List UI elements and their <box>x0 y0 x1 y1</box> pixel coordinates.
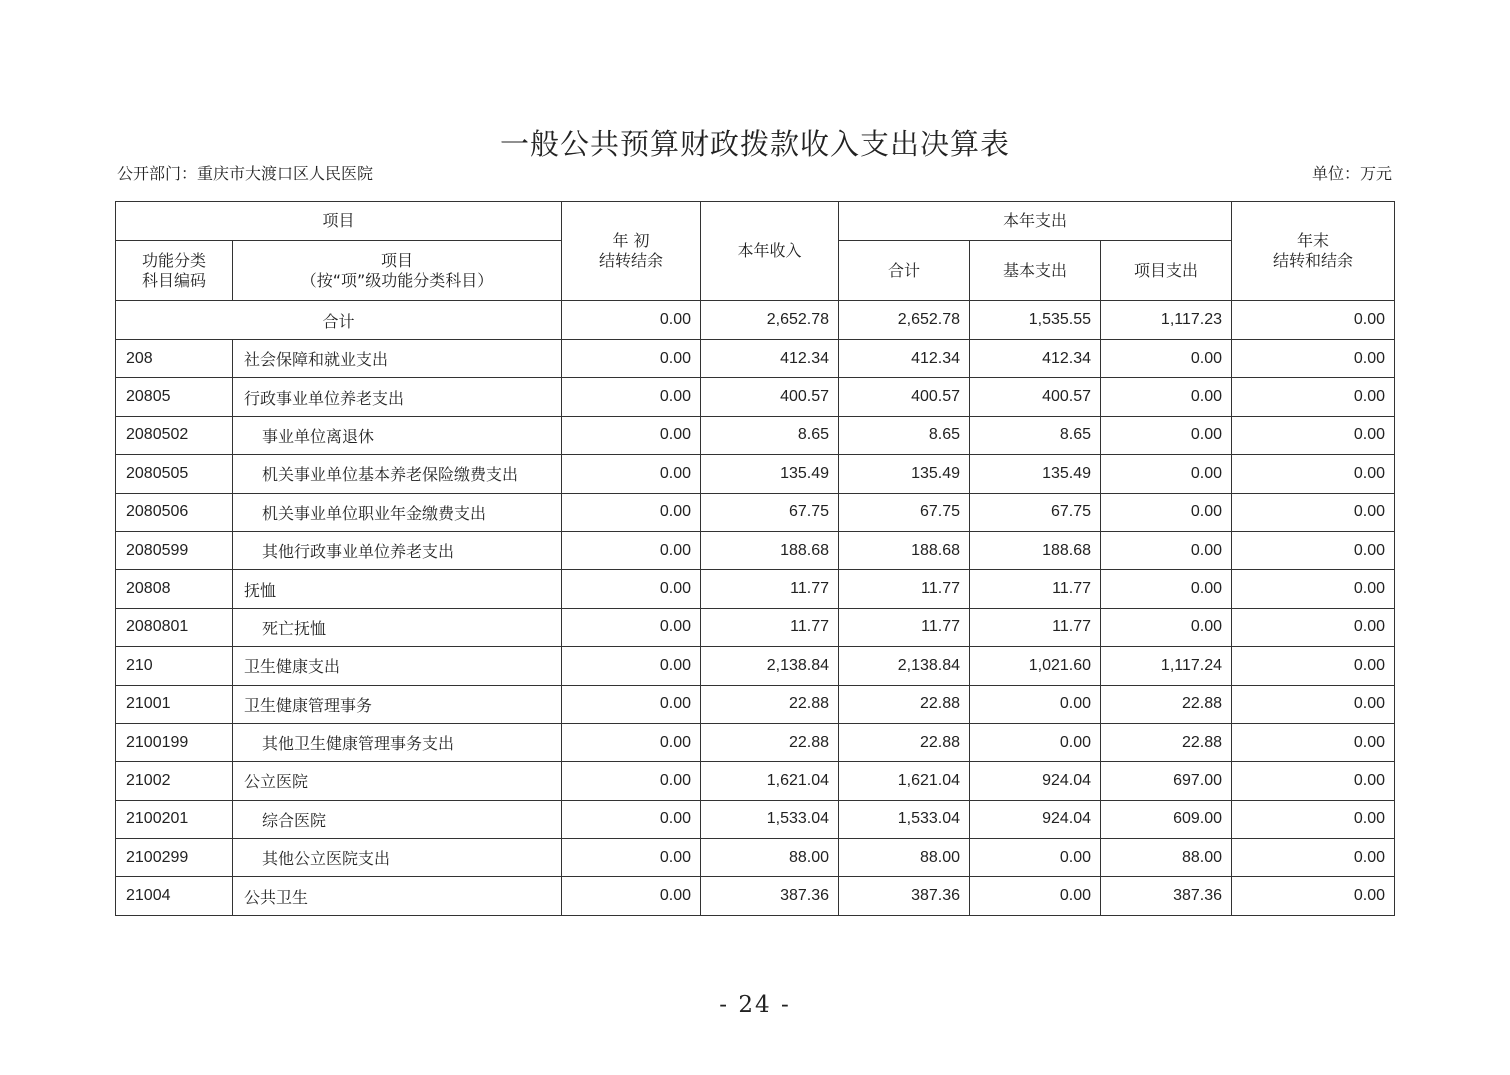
row-code: 210 <box>116 647 233 685</box>
row-name: 卫生健康管理事务 <box>233 685 562 723</box>
header-closing <box>1232 202 1395 301</box>
row-opening: 0.00 <box>562 877 701 915</box>
row-code: 21004 <box>116 877 233 915</box>
header-expense: 本年支出 <box>839 202 1232 241</box>
row-income: 8.65 <box>701 416 839 454</box>
row-opening: 0.00 <box>562 839 701 877</box>
row-code: 2080801 <box>116 608 233 646</box>
row-closing: 0.00 <box>1232 493 1395 531</box>
row-code: 21002 <box>116 762 233 800</box>
row-name: 其他行政事业单位养老支出 <box>233 531 562 569</box>
header-text: 项目 （按“项”级功能分类科目） <box>300 250 494 290</box>
row-expense-total: 2,138.84 <box>839 647 970 685</box>
row-closing: 0.00 <box>1232 608 1395 646</box>
row-name: 事业单位离退休 <box>233 416 562 454</box>
row-income: 22.88 <box>701 723 839 761</box>
row-expense-basic: 8.65 <box>970 416 1101 454</box>
row-code: 21001 <box>116 685 233 723</box>
row-expense-total: 412.34 <box>839 340 970 378</box>
total-closing: 0.00 <box>1232 301 1395 340</box>
row-name: 行政事业单位养老支出 <box>233 378 562 416</box>
row-expense-basic: 188.68 <box>970 531 1101 569</box>
row-expense-project: 88.00 <box>1101 839 1232 877</box>
department-label: 公开部门：重庆市大渡口区人民医院 <box>117 164 374 183</box>
row-income: 412.34 <box>701 340 839 378</box>
row-closing: 0.00 <box>1232 570 1395 608</box>
row-expense-basic: 11.77 <box>970 608 1101 646</box>
page-number: - 24 - <box>719 992 791 1018</box>
table-row <box>116 493 1395 531</box>
row-opening: 0.00 <box>562 493 701 531</box>
table-row <box>116 800 1395 838</box>
table-row <box>116 877 1395 915</box>
row-expense-total: 11.77 <box>839 570 970 608</box>
row-code: 208 <box>116 340 233 378</box>
row-code: 20805 <box>116 378 233 416</box>
table-row <box>116 647 1395 685</box>
header-income: 本年收入 <box>701 202 839 301</box>
row-expense-project: 22.88 <box>1101 685 1232 723</box>
row-closing: 0.00 <box>1232 685 1395 723</box>
row-income: 2,138.84 <box>701 647 839 685</box>
row-opening: 0.00 <box>562 685 701 723</box>
row-closing: 0.00 <box>1232 877 1395 915</box>
row-expense-total: 1,621.04 <box>839 762 970 800</box>
header-text: 年 初 结转结余 <box>599 231 664 270</box>
row-expense-total: 135.49 <box>839 455 970 493</box>
row-name: 公共卫生 <box>233 877 562 915</box>
row-expense-project: 0.00 <box>1101 455 1232 493</box>
row-expense-total: 22.88 <box>839 685 970 723</box>
row-expense-project: 609.00 <box>1101 800 1232 838</box>
row-expense-basic: 1,021.60 <box>970 647 1101 685</box>
row-expense-basic: 135.49 <box>970 455 1101 493</box>
row-opening: 0.00 <box>562 340 701 378</box>
row-expense-project: 22.88 <box>1101 723 1232 761</box>
row-closing: 0.00 <box>1232 762 1395 800</box>
row-expense-project: 387.36 <box>1101 877 1232 915</box>
row-name: 社会保障和就业支出 <box>233 340 562 378</box>
row-code: 2080505 <box>116 455 233 493</box>
row-name: 机关事业单位基本养老保险缴费支出 <box>233 455 562 493</box>
table-row <box>116 531 1395 569</box>
row-expense-basic: 0.00 <box>970 839 1101 877</box>
row-expense-project: 0.00 <box>1101 378 1232 416</box>
total-row <box>116 301 1395 340</box>
page-title: 一般公共预算财政拨款收入支出决算表 <box>499 127 1010 161</box>
row-income: 135.49 <box>701 455 839 493</box>
row-closing: 0.00 <box>1232 378 1395 416</box>
row-closing: 0.00 <box>1232 340 1395 378</box>
row-expense-total: 1,533.04 <box>839 800 970 838</box>
header-item-name <box>233 241 562 301</box>
table-row <box>116 685 1395 723</box>
total-expense-total: 2,652.78 <box>839 301 970 340</box>
row-closing: 0.00 <box>1232 800 1395 838</box>
row-closing: 0.00 <box>1232 416 1395 454</box>
header-expense-basic: 基本支出 <box>970 241 1101 301</box>
table-row <box>116 839 1395 877</box>
row-opening: 0.00 <box>562 455 701 493</box>
row-closing: 0.00 <box>1232 723 1395 761</box>
row-name: 卫生健康支出 <box>233 647 562 685</box>
header-opening <box>562 202 701 301</box>
row-expense-total: 22.88 <box>839 723 970 761</box>
row-expense-basic: 11.77 <box>970 570 1101 608</box>
row-closing: 0.00 <box>1232 531 1395 569</box>
total-income: 2,652.78 <box>701 301 839 340</box>
row-code: 20808 <box>116 570 233 608</box>
row-code: 2100299 <box>116 839 233 877</box>
row-expense-project: 1,117.24 <box>1101 647 1232 685</box>
header-text: 年末 结转和结余 <box>1273 231 1354 270</box>
table-row <box>116 723 1395 761</box>
table-row <box>116 378 1395 416</box>
row-expense-project: 0.00 <box>1101 531 1232 569</box>
row-name: 其他公立医院支出 <box>233 839 562 877</box>
row-income: 400.57 <box>701 378 839 416</box>
row-income: 67.75 <box>701 493 839 531</box>
row-closing: 0.00 <box>1232 647 1395 685</box>
row-name: 公立医院 <box>233 762 562 800</box>
row-opening: 0.00 <box>562 762 701 800</box>
row-expense-basic: 924.04 <box>970 762 1101 800</box>
row-expense-total: 387.36 <box>839 877 970 915</box>
row-name: 综合医院 <box>233 800 562 838</box>
row-income: 88.00 <box>701 839 839 877</box>
row-expense-basic: 67.75 <box>970 493 1101 531</box>
total-opening: 0.00 <box>562 301 701 340</box>
row-code: 2100201 <box>116 800 233 838</box>
row-expense-total: 88.00 <box>839 839 970 877</box>
row-expense-total: 11.77 <box>839 608 970 646</box>
row-expense-total: 8.65 <box>839 416 970 454</box>
row-closing: 0.00 <box>1232 455 1395 493</box>
total-label: 合计 <box>116 301 562 340</box>
table-row <box>116 762 1395 800</box>
row-opening: 0.00 <box>562 570 701 608</box>
header-item: 项目 <box>116 202 562 241</box>
row-closing: 0.00 <box>1232 839 1395 877</box>
row-income: 11.77 <box>701 570 839 608</box>
row-opening: 0.00 <box>562 608 701 646</box>
total-expense-basic: 1,535.55 <box>970 301 1101 340</box>
header-text: 功能分类 科目编码 <box>141 250 206 290</box>
row-name: 死亡抚恤 <box>233 608 562 646</box>
row-expense-basic: 412.34 <box>970 340 1101 378</box>
row-income: 387.36 <box>701 877 839 915</box>
row-code: 2080599 <box>116 531 233 569</box>
row-name: 机关事业单位职业年金缴费支出 <box>233 493 562 531</box>
row-expense-project: 0.00 <box>1101 493 1232 531</box>
row-expense-total: 400.57 <box>839 378 970 416</box>
row-expense-project: 0.00 <box>1101 416 1232 454</box>
row-name: 抚恤 <box>233 570 562 608</box>
row-code: 2080502 <box>116 416 233 454</box>
row-expense-basic: 0.00 <box>970 723 1101 761</box>
row-expense-basic: 0.00 <box>970 685 1101 723</box>
row-opening: 0.00 <box>562 800 701 838</box>
table-row <box>116 570 1395 608</box>
table-row <box>116 416 1395 454</box>
row-income: 1,621.04 <box>701 762 839 800</box>
row-expense-total: 188.68 <box>839 531 970 569</box>
row-code: 2080506 <box>116 493 233 531</box>
row-income: 1,533.04 <box>701 800 839 838</box>
row-expense-project: 0.00 <box>1101 340 1232 378</box>
row-code: 2100199 <box>116 723 233 761</box>
row-expense-project: 0.00 <box>1101 570 1232 608</box>
header-code <box>116 241 233 301</box>
budget-table <box>115 201 1395 916</box>
row-expense-basic: 924.04 <box>970 800 1101 838</box>
row-income: 188.68 <box>701 531 839 569</box>
table-row <box>116 340 1395 378</box>
row-expense-project: 697.00 <box>1101 762 1232 800</box>
row-income: 11.77 <box>701 608 839 646</box>
row-expense-basic: 400.57 <box>970 378 1101 416</box>
row-income: 22.88 <box>701 685 839 723</box>
row-opening: 0.00 <box>562 647 701 685</box>
table-row <box>116 608 1395 646</box>
unit-label: 单位：万元 <box>1311 164 1392 183</box>
row-expense-project: 0.00 <box>1101 608 1232 646</box>
row-name: 其他卫生健康管理事务支出 <box>233 723 562 761</box>
row-opening: 0.00 <box>562 378 701 416</box>
header-expense-project: 项目支出 <box>1101 241 1232 301</box>
total-expense-project: 1,117.23 <box>1101 301 1232 340</box>
header-expense-total: 合计 <box>839 241 970 301</box>
row-opening: 0.00 <box>562 723 701 761</box>
table-row <box>116 455 1395 493</box>
row-opening: 0.00 <box>562 531 701 569</box>
row-expense-total: 67.75 <box>839 493 970 531</box>
row-expense-basic: 0.00 <box>970 877 1101 915</box>
row-opening: 0.00 <box>562 416 701 454</box>
